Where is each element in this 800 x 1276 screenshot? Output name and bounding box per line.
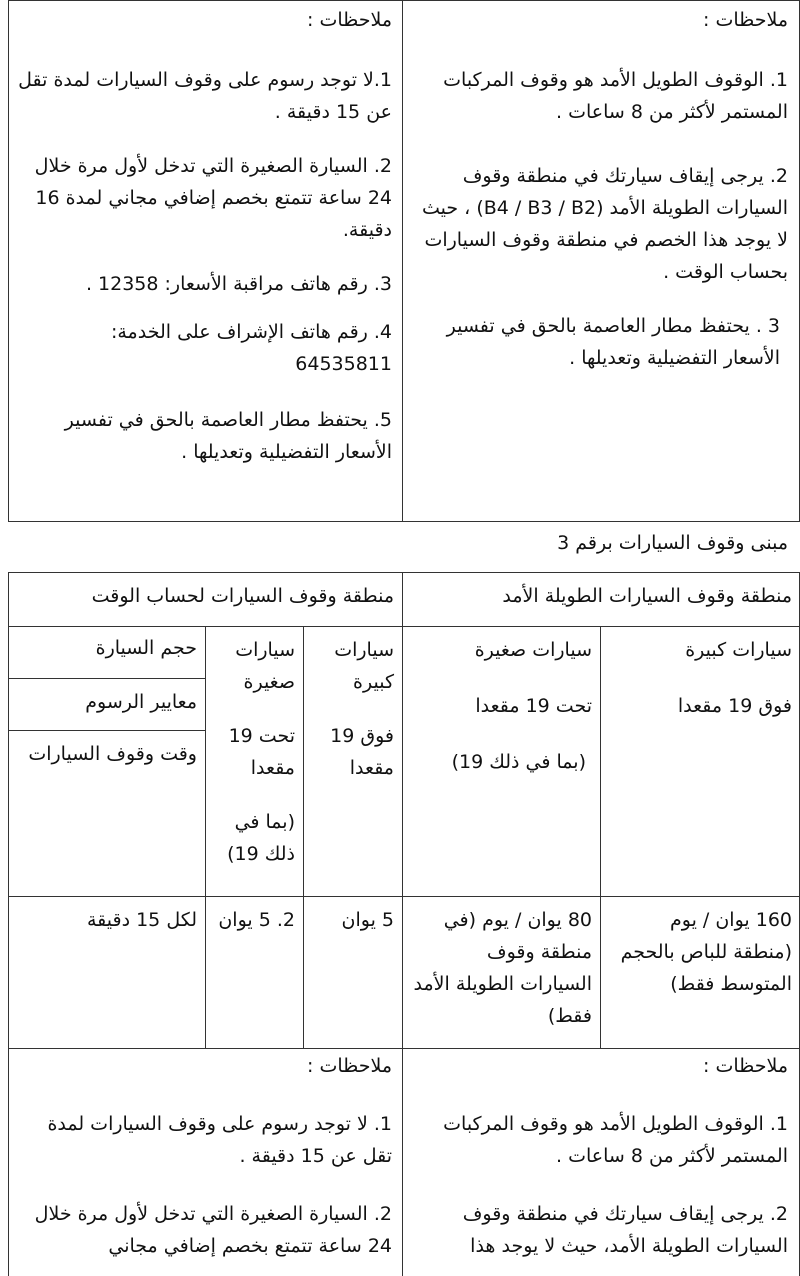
note-item: 1. الوقوف الطويل الأمد هو وقوف المركبات المستمر لأكثر من 8 ساعات . xyxy=(443,69,788,123)
row-line xyxy=(8,1048,800,1049)
seat-note: (بما في ذلك 19) xyxy=(227,811,295,865)
time-small-cell xyxy=(206,628,303,870)
note-item: 2. يرجى إيقاف سيارتك في منطقة وقوف السيارات الطويلة الأمد (B4 / B3 / B2) ، حيث لا يوجد هذا الخصم في منطقة وقوف السيارات بحساب الوقت . xyxy=(421,165,788,283)
seat-range: فوق 19 مقعدا xyxy=(677,695,792,717)
label-vehicle-size: حجم السيارة xyxy=(95,637,197,659)
note-item: 1. لا توجد رسوم على وقوف السيارات لمدة تقل عن 15 دقيقة . xyxy=(47,1113,392,1167)
notes-heading: ملاحظات : xyxy=(307,9,392,31)
note-item: 2. يرجى إيقاف سيارتك في منطقة وقوف السيارات الطويلة الأمد، حيث لا يوجد هذا xyxy=(462,1203,788,1257)
row-line xyxy=(8,730,205,731)
vehicle-type: سيارات كبيرة xyxy=(334,639,394,693)
seat-range: تحت 19 مقعدا xyxy=(228,725,295,779)
bottom-notes-left xyxy=(18,1052,392,1262)
header-time-based: منطقة وقوف السيارات لحساب الوقت xyxy=(91,585,394,607)
top-notes-divider xyxy=(402,0,403,522)
top-notes-left xyxy=(18,6,392,468)
vehicle-type: سيارات صغيرة xyxy=(235,639,295,693)
notes-heading: ملاحظات : xyxy=(703,1055,788,1077)
note-item: 3 . يحتفظ مطار العاصمة بالحق في تفسير الأسعار التفضيلية وتعديلها . xyxy=(446,315,780,369)
caption: مبنى وقوف السيارات برقم 3 xyxy=(557,532,788,554)
long-large-cell xyxy=(601,628,800,722)
price-time-small: 2. 5 يوان xyxy=(218,909,295,931)
notes-heading: ملاحظات : xyxy=(703,9,788,31)
long-small-cell xyxy=(403,628,600,778)
row-line xyxy=(8,678,205,679)
price-long-large: 160 يوان / يوم (منطقة للباص بالحجم المتوسط فقط) xyxy=(620,909,792,995)
label-fee-criteria: معايير الرسوم xyxy=(85,691,197,713)
note-item: 1. الوقوف الطويل الأمد هو وقوف المركبات المستمر لأكثر من 8 ساعات . xyxy=(443,1113,788,1167)
price-long-small: 80 يوان / يوم (في منطقة وقوف السيارات الطويلة الأمد فقط) xyxy=(413,909,592,1027)
seat-note: (بما في ذلك 19) xyxy=(451,751,586,773)
top-notes-right xyxy=(412,6,788,374)
note-item: 3. رقم هاتف مراقبة الأسعار: 12358 . xyxy=(85,273,392,295)
seat-range: فوق 19 مقعدا xyxy=(330,725,394,779)
note-item: 2. السيارة الصغيرة التي تدخل لأول مرة خلال 24 ساعة تتمتع بخصم إضافي مجاني xyxy=(34,1203,392,1257)
price-time-large: 5 يوان xyxy=(341,909,394,931)
row-line xyxy=(8,896,800,897)
vehicle-type: سيارات كبيرة xyxy=(685,639,792,661)
header-long-term: منطقة وقوف السيارات الطويلة الأمد xyxy=(502,585,792,607)
label-parking-time: وقت وقوف السيارات xyxy=(28,743,197,765)
note-item: 1.لا توجد رسوم على وقوف السيارات لمدة تقل عن 15 دقيقة . xyxy=(18,69,392,123)
time-large-cell xyxy=(304,628,402,784)
price-period: لكل 15 دقيقة xyxy=(86,909,197,931)
vehicle-type: سيارات صغيرة xyxy=(474,639,592,661)
seat-range: تحت 19 مقعدا xyxy=(475,695,592,717)
bottom-notes-right xyxy=(412,1052,788,1262)
notes-heading: ملاحظات : xyxy=(307,1055,392,1077)
note-item: 2. السيارة الصغيرة التي تدخل لأول مرة خلال 24 ساعة تتمتع بخصم إضافي مجاني لمدة 16 دقيقة. xyxy=(34,155,392,241)
note-item: 5. يحتفظ مطار العاصمة بالحق في تفسير الأسعار التفضيلية وتعديلها . xyxy=(64,409,392,463)
note-item: 4. رقم هاتف الإشراف على الخدمة: 64535811 xyxy=(110,321,392,375)
